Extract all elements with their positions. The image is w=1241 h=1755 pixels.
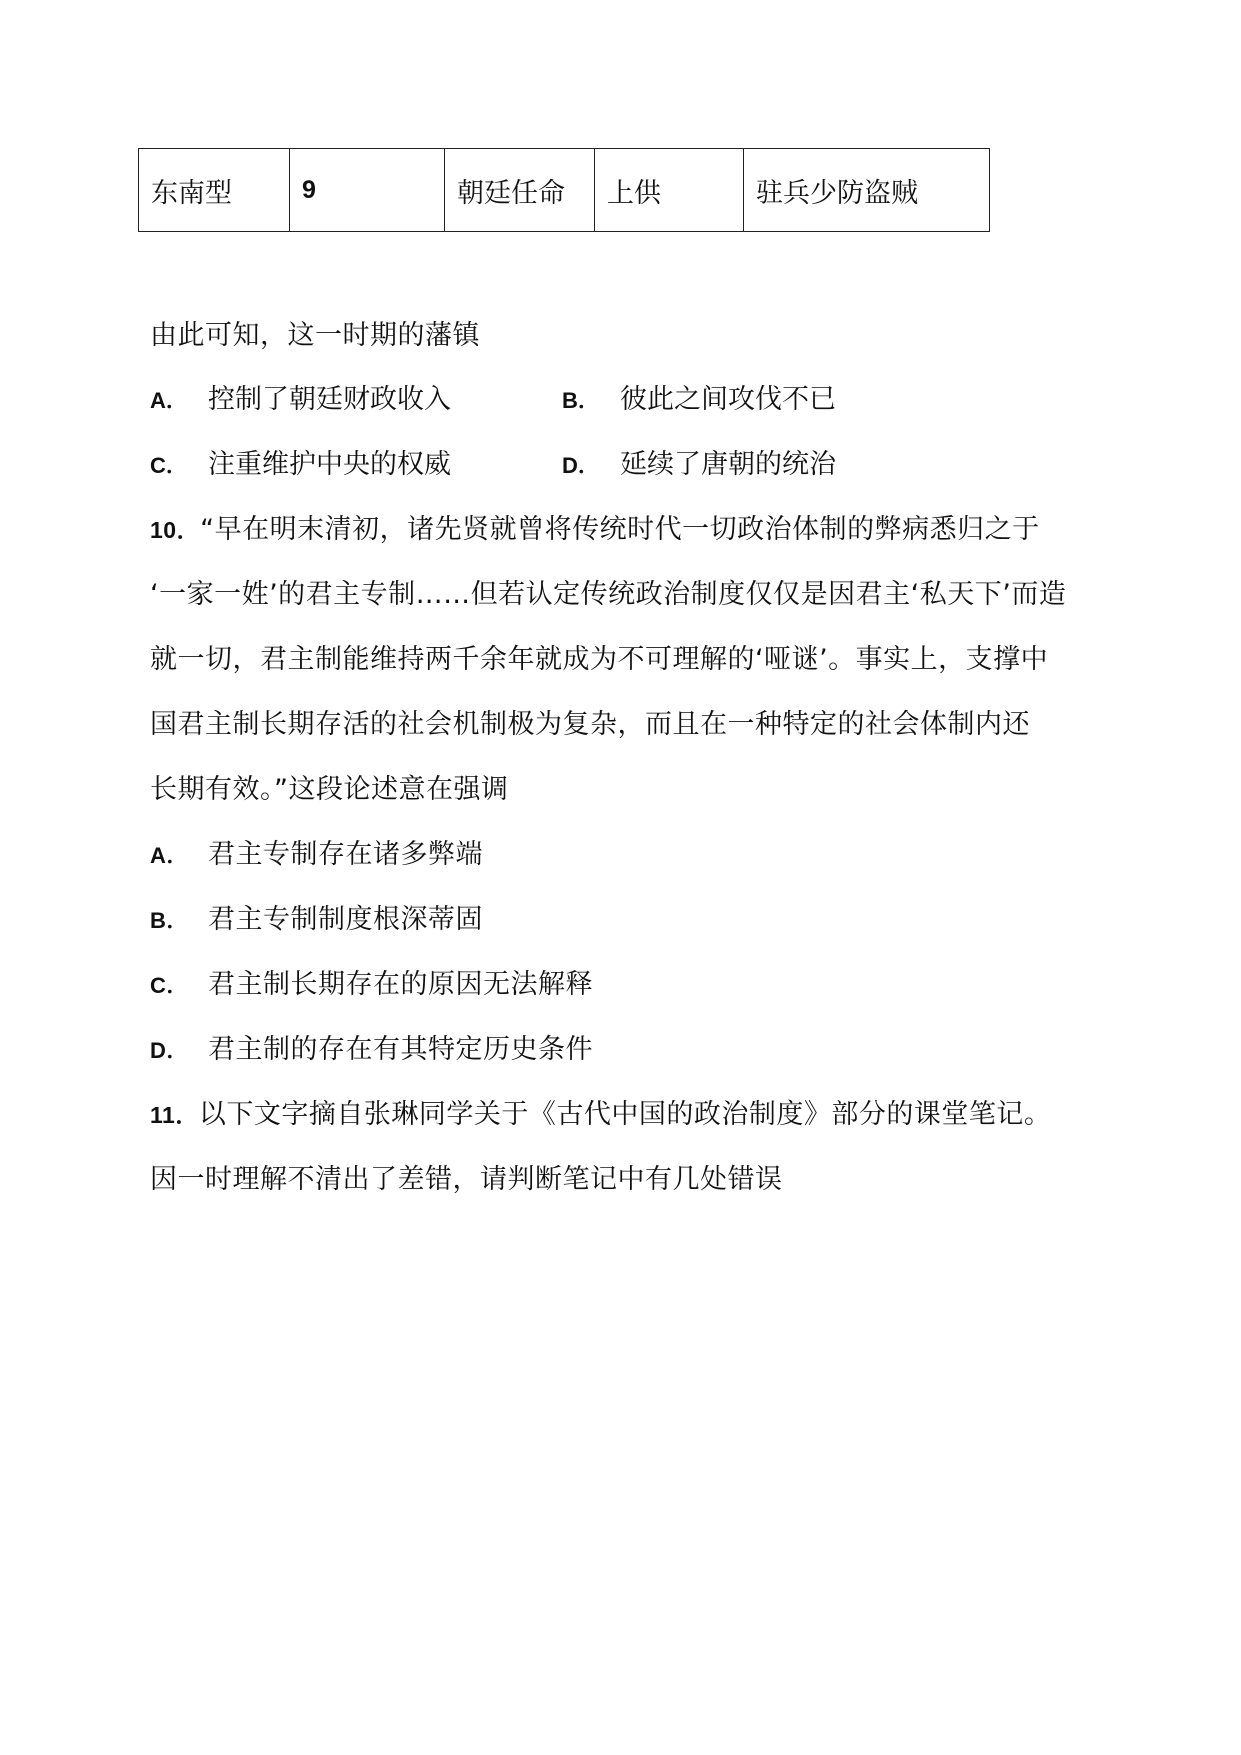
option-text: 延续了唐朝的统治 [620,449,836,480]
question-number: 11． [150,1102,199,1128]
q10-option-b [150,897,483,936]
option-letter: D． [150,1038,189,1063]
q10-line-3: 就一切，君主制能维持两千余年就成为不可理解的‘哑谜’。事实上，支撑中 [150,644,1049,675]
question-text: “早在明末清初，诸先贤就曾将传统时代一切政治体制的弊病悉归之于 [200,514,1040,545]
table-row [139,149,990,232]
table-cell-count: 9 [290,149,445,232]
option-letter: B． [562,388,600,413]
q10-line-5: 长期有效。”这段论述意在强调 [150,774,509,805]
option-letter: A． [150,388,188,413]
q11-line-1 [150,1092,1051,1131]
option-letter: B． [150,908,189,933]
option-letter: C． [150,973,189,998]
option-text: 君主制长期存在的原因无法解释 [208,969,593,1000]
question-number: 10． [150,517,201,543]
q10-line-2: ‘一家一姓’的君主专制……但若认定传统政治制度仅仅是因君主‘私天下’而造 [150,579,1067,610]
q11-line-2: 因一时理解不清出了差错，请判断笔记中有几处错误 [150,1164,783,1195]
fanzhen-table [138,148,990,232]
option-text: 君主专制存在诸多弊端 [208,839,483,870]
q9-option-c [150,442,451,481]
option-letter: D． [562,453,600,478]
table-cell-military: 驻兵少防盗贼 [744,149,990,232]
q10-line-4: 国君主制长期存活的社会机制极为复杂，而且在一种特定的社会体制内还 [150,709,1030,740]
table-cell-appointment: 朝廷任命 [445,149,595,232]
option-text: 彼此之间攻伐不已 [620,384,836,415]
q10-option-a [150,832,483,871]
option-text: 君主制的存在有其特定历史条件 [208,1034,593,1065]
option-letter: C． [150,453,188,478]
option-text: 注重维护中央的权威 [208,449,451,480]
option-text: 控制了朝廷财政收入 [208,384,451,415]
table-cell-type: 东南型 [139,149,290,232]
q9-option-a [150,377,451,416]
q10-option-c [150,962,593,1001]
question-text: 以下文字摘自张琳同学关于《古代中国的政治制度》部分的课堂笔记。 [198,1099,1052,1130]
q10-line-1 [150,507,1040,546]
q10-option-d [150,1027,593,1066]
q9-option-b [562,377,836,416]
table-cell-finance: 上供 [595,149,744,232]
option-text: 君主专制制度根深蒂固 [208,904,483,935]
option-letter: A． [150,843,189,868]
q9-option-d [562,442,836,481]
q9-stem: 由此可知，这一时期的藩镇 [150,320,480,351]
